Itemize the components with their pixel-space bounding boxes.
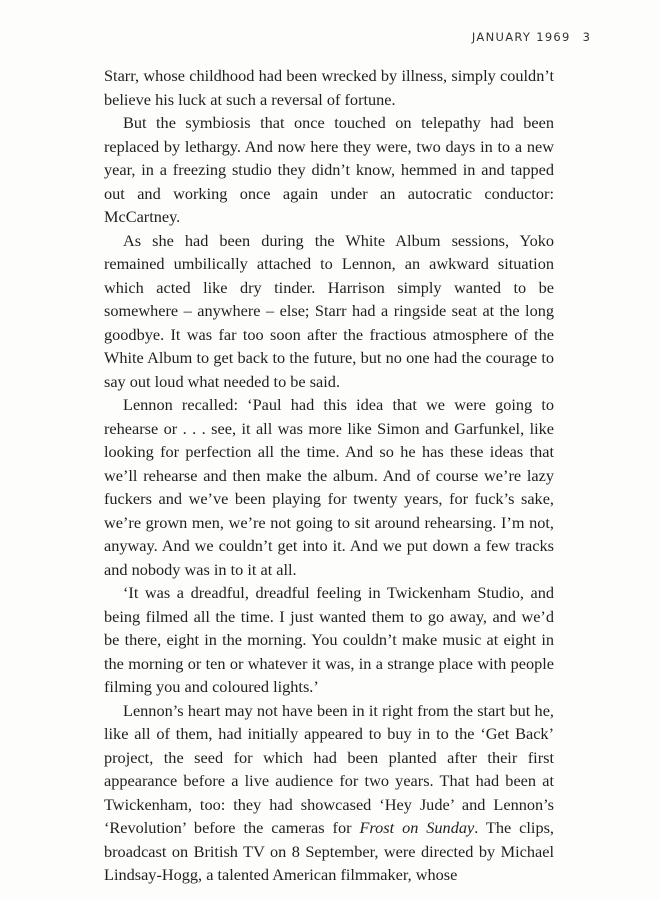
body-text <box>104 64 554 887</box>
paragraph: Starr, whose childhood had been wrecked by illness, simply couldn’t believe his luck at such a reversal of fortune. <box>104 66 554 109</box>
paragraph-text: . The clips, broadcast on British TV on 8 September, were directed by Michael Lindsay-Hogg, a talented American filmmaker, whose <box>104 818 554 884</box>
running-title: JANUARY 1969 <box>471 30 571 44</box>
page-number: 3 <box>582 30 590 44</box>
paragraph: As she had been during the White Album sessions, Yoko remained umbilically attached to Lennon, an awkward situation which acted like dry tinder. Harrison simply wanted to be somewhere – anywhere – else; Starr had a ringside seat at the long goodbye. It was far too soon after the fractious atmosphere of the White Album to get back to the future, but no one had the courage to say out loud what needed to be said. <box>104 230 554 391</box>
paragraph: ‘It was a dreadful, dreadful feeling in Twickenham Studio, and being filmed all the time. I just wanted them to go away, and we’d be there, eight in the morning. You couldn’t make music at eight in the morning or ten or whatever it was, in a strange place with people filming you and coloured lights.’ <box>104 583 554 696</box>
programme-title: Frost on Sunday <box>359 818 475 837</box>
paragraph: Lennon recalled: ‘Paul had this idea that we were going to rehearse or . . . see, it all was more like Simon and Garfunkel, like looking for perfection all the time. And so he has these ideas that we’ll rehearse and then make the album. And of course we’re lazy fuckers and we’ve been playing for twenty years, for fuck’s sake, we’re grown men, we’re not going to sit around rehearsing. I’m not, anyway. And we couldn’t get into it. And we put down a few tracks and nobody was in to it at all. <box>104 395 554 579</box>
running-header <box>472 30 590 44</box>
paragraph: But the symbiosis that once touched on telepathy had been replaced by lethargy. And now here they were, two days in to a new year, in a freezing studio they didn’t know, hemmed in and tapped out and working once again under an autocratic conductor: McCartney. <box>104 113 554 226</box>
paragraph <box>104 699 554 887</box>
paragraph-text: Lennon’s heart may not have been in it right from the start but he, like all of them, had initially appeared to buy in to the ‘Get Back’ project, the seed for which had been planted after their first appearance before a live audience for two years. That had been at Twickenham, too: they had showcased ‘Hey Jude’ and Lennon’s ‘Revolution’ before the cameras for <box>104 700 554 837</box>
